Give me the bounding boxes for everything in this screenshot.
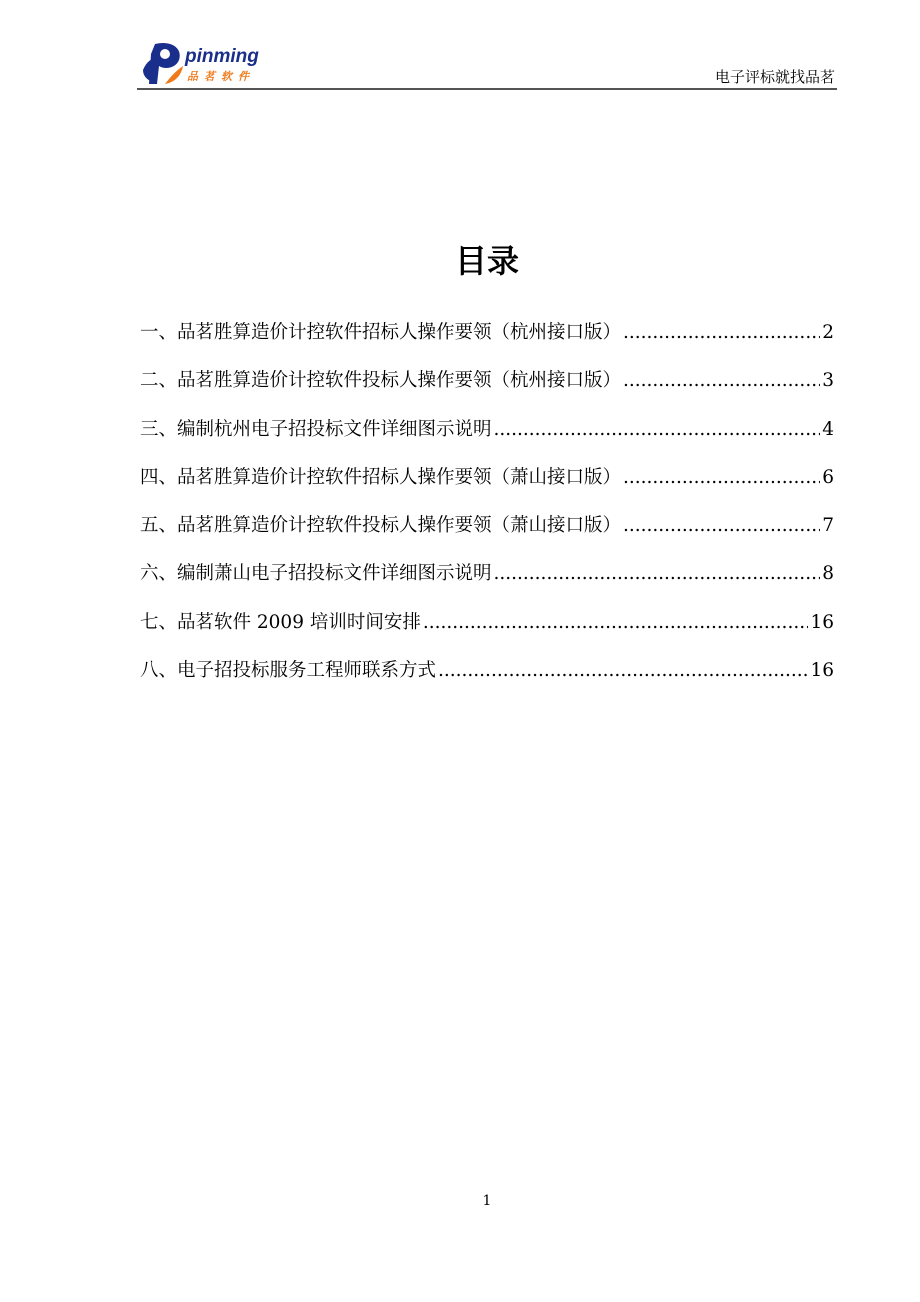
toc-leader-dots	[494, 419, 821, 440]
toc-entry-label: 二、品茗胜算造价计控软件投标人操作要领（杭州接口版）	[140, 370, 622, 392]
toc-leader-dots	[494, 563, 821, 584]
header-tagline: 电子评标就找品茗	[714, 68, 835, 86]
toc-entry-label: 五、品茗胜算造价计控软件投标人操作要领（萧山接口版）	[140, 515, 622, 537]
toc-leader-dots	[438, 660, 808, 681]
toc-entry[interactable]	[140, 318, 834, 366]
toc-entry-page: 8	[822, 563, 834, 585]
toc-entry-page: 7	[822, 515, 834, 537]
pinming-logo	[141, 40, 291, 86]
toc-entry-page: 16	[810, 611, 834, 633]
toc-entry-label: 三、编制杭州电子招投标文件详细图示说明	[140, 418, 492, 440]
toc-entry[interactable]	[140, 463, 834, 511]
page-number: 1	[482, 1193, 492, 1209]
table-of-contents	[140, 318, 834, 704]
toc-entry-page: 2	[822, 322, 834, 343]
toc-entry-label: 八、电子招投标服务工程师联系方式	[140, 660, 437, 682]
toc-leader-dots	[623, 322, 820, 343]
toc-entry-label: 七、品茗软件 2009 培训时间安排	[140, 611, 421, 633]
toc-entry[interactable]	[140, 559, 834, 607]
logo-wordmark: pinming	[185, 46, 259, 67]
toc-leader-dots	[623, 515, 820, 536]
toc-leader-dots	[423, 612, 809, 633]
toc-entry[interactable]	[140, 608, 834, 656]
logo-mark-icon	[141, 40, 185, 86]
toc-entry-page: 6	[822, 466, 834, 488]
page-title: 目录	[454, 242, 519, 280]
toc-leader-dots	[623, 467, 820, 488]
toc-entry-page: 3	[822, 370, 834, 392]
toc-entry-label: 一、品茗胜算造价计控软件招标人操作要领（杭州接口版）	[140, 322, 622, 343]
toc-entry[interactable]	[140, 511, 834, 559]
logo-chinese: 品茗软件	[187, 71, 255, 83]
toc-entry-page: 16	[810, 660, 834, 682]
toc-entry[interactable]	[140, 366, 834, 414]
toc-entry-label: 四、品茗胜算造价计控软件招标人操作要领（萧山接口版）	[140, 466, 622, 488]
toc-entry-page: 4	[822, 418, 834, 440]
toc-entry[interactable]	[140, 656, 834, 704]
page-header	[137, 38, 837, 90]
toc-leader-dots	[623, 370, 820, 391]
toc-entry[interactable]	[140, 415, 834, 463]
toc-entry-label: 六、编制萧山电子招投标文件详细图示说明	[140, 563, 492, 585]
